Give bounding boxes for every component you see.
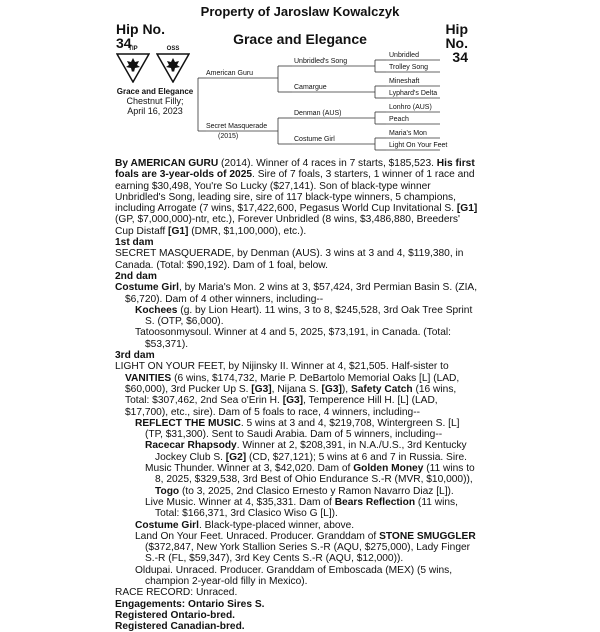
hip-label: Hip No.	[445, 21, 468, 51]
produce-entry	[135, 531, 479, 565]
produce-text: . Winner at 2, $208,391, in N.A./U.S., 3rd Kentucky Jockey Club S.	[155, 440, 467, 463]
produce-text: (to 3, 2025, 2nd Clasico Ernesto y Ramon Navarro Diaz [L]).	[179, 485, 454, 497]
second-dam-entry	[115, 282, 479, 305]
horse-description: Chestnut Filly;	[126, 96, 184, 106]
first-dam-text: SECRET MASQUERADE, by Denman (AUS). 3 wins at 3 and 4, $119,380, in Canada. (Total: $90,192). Dam of 1 foal, below.	[115, 248, 464, 271]
produce-text: ($372,847, New York Stallion Series S.-R (AQU, $275,000), Lady Finger S.-R (FL, $59,347), 3rd Key Cents S.-R (AQU, $12,000)).	[145, 542, 471, 565]
produce-name: Costume Girl	[135, 519, 199, 531]
second-dam-name: Costume Girl	[115, 282, 179, 294]
grade-badge: [G1]	[168, 225, 189, 237]
third-dam-text-a: LIGHT ON YOUR FEET, by Nijinsky II. Winner at 4, $21,505. Half-sister to	[115, 361, 449, 373]
pedigree-dam-sire: Denman (AUS)	[294, 110, 342, 117]
third-dam-text-e: ),	[341, 383, 351, 395]
grade-badge: [G2]	[225, 451, 247, 463]
produce-text: (g. by Lion Heart). 11 wins, 3 to 8, $245,528, 3rd Oak Tree Sprint S. (OTP, $6,000).	[145, 304, 473, 328]
pedigree-sire-sire: Unbridled's Song	[294, 58, 348, 65]
produce-entry	[135, 305, 479, 328]
produce-text: Music Thunder. Winner at 3, $42,020. Dam of	[145, 463, 354, 475]
pedigree-ggs-2: Trolley Song	[389, 64, 429, 71]
safety-catch-name: Safety Catch	[350, 383, 413, 395]
third-dam-text-c: (6 wins, $174,732, Marie P. DeBartolo Memorial Oaks [L] (LAD, $60,000), 3rd Pucker Up S.	[125, 372, 460, 395]
pedigree-ggs-3: Mineshaft	[389, 78, 420, 85]
produce-name: STONE SMUGGLER	[379, 530, 476, 542]
pedigree-ggs-7: Maria's Mon	[389, 130, 427, 137]
third-dam-text-g: (16 wins, Total: $307,462, 2nd Sea o'Erin H.	[125, 383, 457, 407]
produce-name: Kochees	[135, 304, 178, 316]
produce-text: (11 wins, Total: $166,371, 3rd Clasico Wiso G [L]).	[155, 496, 458, 520]
produce-name: Racecar Rhapsody	[145, 440, 237, 452]
produce-entry: Oldupai. Unraced. Producer. Granddam of Emboscada (MEX) (5 wins, champion 2-year-old filly in Mexico).	[135, 564, 453, 587]
pedigree-dam-dam: Costume Girl	[294, 136, 335, 143]
horse-name-title: Grace and Elegance	[233, 31, 367, 47]
produce-entry	[145, 463, 479, 497]
third-dam-text-h: , Temperence Hill H. [L] (LAD, $17,700), etc., sire). Dam of 5 foals to race, 4 winners, including--	[125, 395, 438, 418]
third-dam-heading: 3rd dam	[115, 350, 155, 362]
hip-value: 34	[116, 35, 132, 51]
produce-entry	[145, 497, 479, 520]
tip-logo-text: TIP	[128, 46, 138, 52]
pedigree-ggs-1: Unbridled	[389, 52, 419, 59]
pedigree-sire: American Guru	[206, 70, 254, 77]
pedigree-ggs-5: Lonhro (AUS)	[389, 104, 432, 111]
hip-value: 34	[452, 49, 468, 65]
sire-text-3: (GP, $7,000,000)-ntr, etc.), Forever Unbridled (8 wins, $3,486,880, Breeders' Cup Distaff	[115, 214, 460, 237]
pedigree-dam-year: (2015)	[218, 133, 239, 140]
third-dam-produce	[115, 418, 479, 441]
third-dam-produce-2	[115, 520, 479, 588]
produce-name: REFLECT THE MUSIC	[135, 417, 241, 429]
grade-badge: [G3]	[251, 383, 272, 395]
produce-text: Live Music. Winner at 4, $35,331. Dam of	[145, 496, 335, 508]
pedigree-ggs-8: Light On Your Feet	[389, 142, 448, 149]
oss-logo-text: OSS	[166, 46, 180, 52]
reflect-produce	[115, 440, 479, 519]
produce-text: . 5 wins at 3 and 4, $219,708, Wintergreen S. [L] (TP, $31,300). Sent to Saudi Arabia. Dam of 5 winners, including--	[145, 417, 460, 441]
second-dam-heading: 2nd dam	[115, 270, 157, 282]
engagements: Engagements: Ontario Sires S.	[115, 598, 265, 610]
third-dam-text-d: , Nijana S.	[271, 383, 322, 395]
produce-entry	[145, 440, 479, 463]
sire-text-1: (2014). Winner of 4 races in 7 starts, $185,523.	[218, 158, 437, 169]
sire-text-4: (DMR, $1,100,000), etc.).	[188, 225, 307, 237]
produce-text: (CD, $27,121); 5 wins at 6 and 7 in Russia. Sire.	[246, 451, 467, 463]
produce-entry	[135, 520, 479, 531]
first-dam-heading: 1st dam	[115, 237, 154, 249]
third-dam-entry	[115, 361, 479, 417]
pedigree-ggs-6: Peach	[389, 116, 409, 123]
produce-entry: Tatoosonmysoul. Winner at 4 and 5, 2025, $73,191, in Canada. (Total: $53,371).	[135, 327, 452, 350]
vanities-name: VANITIES	[125, 372, 172, 384]
catalog-body	[115, 158, 479, 632]
pedigree-ggs-4: Lyphard's Delta	[389, 90, 438, 97]
grade-badge: [G3]	[321, 383, 342, 395]
race-record: RACE RECORD: Unraced.	[115, 587, 238, 599]
produce-text: (11 wins to 8, 2025, $329,538, 3rd Best of Ohio Endurance S.-R (MVR, $10,000)),	[155, 463, 475, 486]
sire-paragraph	[115, 158, 479, 237]
registration-ontario: Registered Ontario-bred.	[115, 609, 236, 621]
produce-text: . Black-type-placed winner, above.	[198, 519, 355, 531]
sire-lead: By AMERICAN GURU	[115, 158, 219, 169]
grade-badge: [G3]	[282, 395, 304, 407]
first-foals-note: His first foals are 3-year-olds of 2025	[115, 158, 475, 181]
second-dam-produce	[115, 305, 479, 350]
produce-name: Golden Money	[353, 463, 424, 475]
pedigree-dam: Secret Masquerade	[206, 123, 268, 130]
grade-badge: [G1]	[456, 203, 478, 215]
sire-text-2: . Sire of 7 foals, 3 starters, 1 winner of 1 race and earning $30,498, You're So Lucky ($27,141). Son of black-type winner Unbridled's Song, leading sire, sire of 117 black-type winners, 5 champions, including Arrogate (7 wins, $17,422,600, Pegasus World Cup Invitational S.	[115, 169, 475, 215]
produce-name: Bears Reflection	[334, 496, 416, 508]
hip-label: Hip No.	[116, 21, 165, 37]
horse-name-label: Grace and Elegance	[116, 87, 194, 96]
registration-canadian: Registered Canadian-bred.	[115, 621, 245, 632]
pedigree-sire-dam: Camargue	[294, 84, 327, 91]
second-dam-text: , by Maria's Mon. 2 wins at 3, $57,424, 3rd Permian Basin S. (ZIA, $6,720). Dam of 4 other winners, including--	[125, 282, 478, 305]
produce-text: Land On Your Feet. Unraced. Producer. Granddam of	[135, 530, 380, 542]
produce-name: Togo	[155, 485, 180, 497]
foaling-date: April 16, 2023	[127, 106, 183, 116]
consignor-line: Property of Jaroslaw Kowalczyk	[200, 4, 400, 19]
produce-entry	[135, 418, 479, 441]
